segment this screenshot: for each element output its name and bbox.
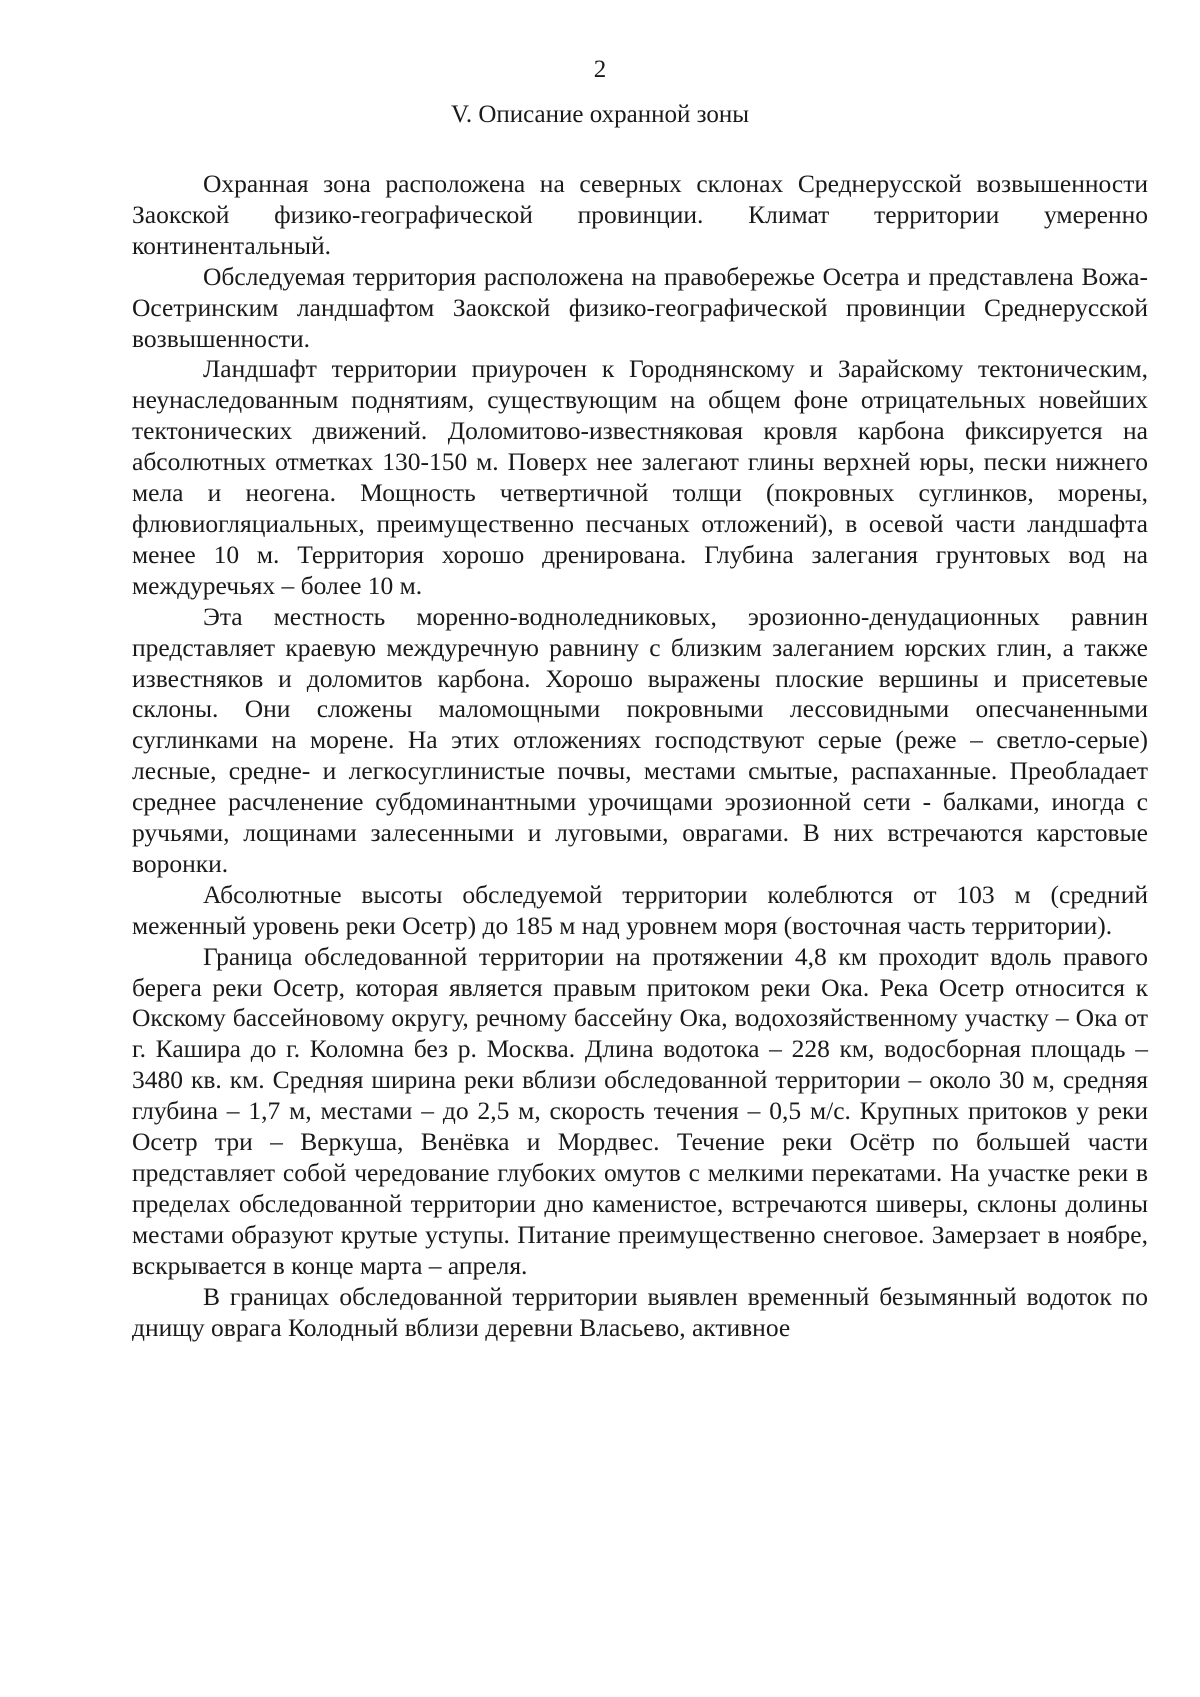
document-body [132,169,1148,1343]
section-title: V. Описание охранной зоны [450,101,749,128]
paragraph-landscape: Ландшафт территории приурочен к Городнянскому и Зарайскому тектоническим, неунаследованным поднятиям, существующим на общем фоне отрицательных новейших тектонических движений. Доломитово-известняковая кровля карбона фиксируется на абсолютных отметках 130-150 м. Поверх нее залегают глины верхней юры, пески нижнего мела и неогена. Мощность четвертичной толщи (покровных суглинков, морены, флювиогляциальных, преимущественно песчаных отложений), в осевой части ландшафта менее 10 м. Территория хорошо дренирована. Глубина залегания грунтовых вод на междуречьях – более 10 м. [132,354,1148,600]
paragraph-elevation: Абсолютные высоты обследуемой территории колеблются от 103 м (средний меженный уровень реки Осетр) до 185 м над уровнем моря (восточная часть территории). [132,879,1148,940]
paragraph-watercourse: В границах обследованной территории выявлен временный безымянный водоток по днищу оврага Колодный вблизи деревни Власьево, активное [132,1281,1148,1342]
paragraph-territory: Обследуемая территория расположена на правобережье Осетра и представлена Вожа-Осетринским ландшафтом Заокской физико-географической провинции Среднерусской возвышенности. [132,261,1148,353]
page-number: 2 [593,56,607,83]
paragraph-climate: Охранная зона расположена на северных склонах Среднерусской возвышенности Заокской физико-географической провинции. Климат территории умеренно континентальный. [132,169,1148,260]
paragraph-terrain: Эта местность моренно-водноледниковых, эрозионно-денудационных равнин представляет краевую междуречную равнину с близким залеганием юрских глин, а также известняков и доломитов карбона. Хорошо выражены плоские вершины и присетевые склоны. Они сложены маломощными покровными лессовидными опесчаненными суглинками на морене. На этих отложениях господствуют серые (реже – светло-серые) лесные, средне- и легкосуглинистые почвы, местами смытые, распаханные. Преобладает среднее расчленение субдоминантными урочищами эрозионной сети - балками, иногда с ручьями, лощинами залесенными и луговыми, оврагами. В них встречаются карстовые воронки. [132,601,1148,878]
paragraph-river: Граница обследованной территории на протяжении 4,8 км проходит вдоль правого берега реки Осетр, которая является правым притоком реки Ока. Река Осетр относится к Окскому бассейновому округу, речному бассейну Ока, водохозяйственному участку – Ока от г. Кашира до г. Коломна без р. Москва. Длина водотока – 228 км, водосборная площадь – 3480 кв. км. Средняя ширина реки вблизи обследованной территории – около 30 м, средняя глубина – 1,7 м, местами – до 2,5 м, скорость течения – 0,5 м/с. Крупных притоков у реки Осетр три – Веркуша, Венёвка и Мордвес. Течение реки Осётр по большей части представляет собой чередование глубоких омутов с мелкими перекатами. На участке реки в пределах обследованной территории дно каменистое, встречаются шиверы, склоны долины местами образуют крутые уступы. Питание преимущественно снеговое. Замерзает в ноябре, вскрывается в конце марта – апреля. [132,941,1148,1280]
